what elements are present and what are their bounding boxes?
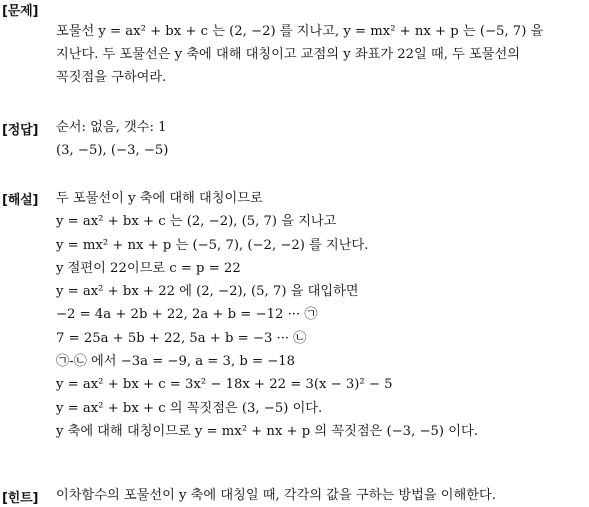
solution-line: y 절편이 22이므로 c = p = 22 <box>56 260 241 276</box>
solution-body <box>56 187 583 443</box>
solution-tag: [해설] <box>2 193 39 208</box>
solution-line: 7 = 25a + 5b + 22, 5a + b = −3 ··· ㉡ <box>56 330 307 346</box>
hint-tag: [힌트] <box>2 491 39 506</box>
solution-line: 두 포물선이 y 축에 대해 대칭이므로 <box>56 191 263 206</box>
problem-line: 포물선 y = ax² + bx + c 는 (2, −2) 를 지나고, y = mx² + nx + p 는 (−5, 7) 을 <box>56 24 544 39</box>
answer-line: 순서: 없음, 갯수: 1 <box>56 120 167 135</box>
answer-tag: [정답] <box>2 123 39 138</box>
problem-line: 지난다. 두 포물선은 y 축에 대해 대칭이고 교점의 y 좌표가 22일 때, 두 포물선의 <box>56 47 520 62</box>
solution-line: y = ax² + bx + c 의 꼭짓점은 (3, −5) 이다. <box>56 400 323 416</box>
solution-line: y = ax² + bx + c 는 (2, −2), (5, 7) 을 지나고 <box>56 214 337 230</box>
hint-line: 이차함수의 포물선이 y 축에 대칭일 때, 각각의 값을 구하는 방법을 이해한다. <box>56 488 496 503</box>
problem-line: 꼭짓점을 구하여라. <box>56 70 167 85</box>
problem-body <box>56 20 583 89</box>
solution-line: y 축에 대해 대칭이므로 y = mx² + nx + p 의 꼭짓점은 (−3, −5) 이다. <box>56 423 478 439</box>
solution-line: ㉠-㉡ 에서 −3a = −9, a = 3, b = −18 <box>56 354 296 370</box>
solution-line: −2 = 4a + 2b + 22, 2a + b = −12 ··· ㉠ <box>56 307 318 323</box>
hint-body <box>56 484 583 507</box>
solution-line: y = mx² + nx + p 는 (−5, 7), (−2, −2) 를 지난다. <box>56 237 369 253</box>
answer-body <box>56 116 583 162</box>
solution-line: y = ax² + bx + 22 에 (2, −2), (5, 7) 을 대입하면 <box>56 284 359 300</box>
solution-line: y = ax² + bx + c = 3x² − 18x + 22 = 3(x − 3)² − 5 <box>56 377 393 393</box>
problem-tag: [문제] <box>2 4 39 19</box>
answer-line: (3, −5), (−3, −5) <box>56 143 169 158</box>
